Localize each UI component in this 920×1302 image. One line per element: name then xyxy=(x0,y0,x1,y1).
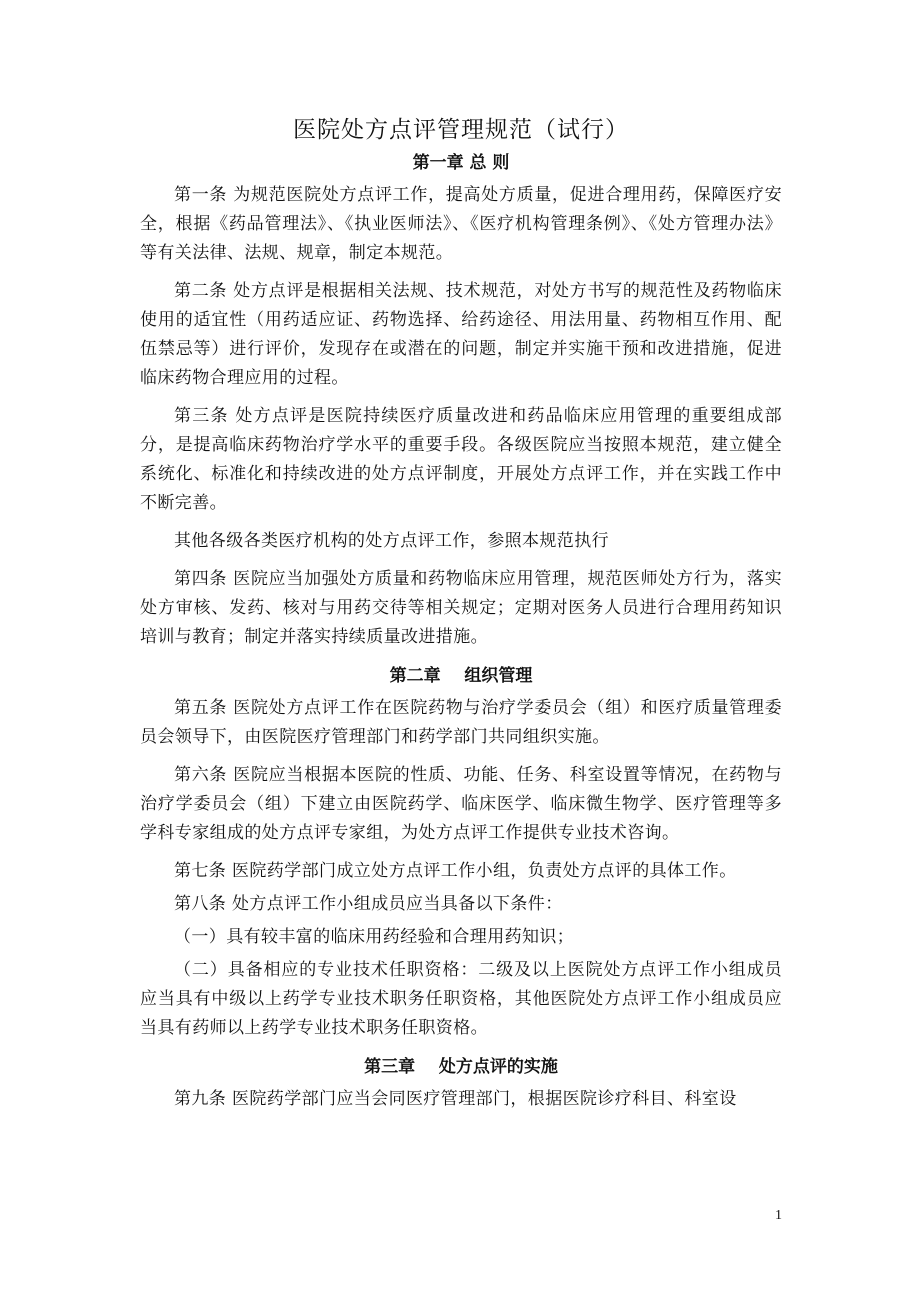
article-7: 第七条 医院药学部门成立处方点评工作小组，负责处方点评的具体工作。 xyxy=(174,861,737,881)
document-body xyxy=(140,112,782,1123)
chapter-1-heading: 第一章 总 则 xyxy=(412,153,510,173)
article-8-item-1: （一）具有较丰富的临床用药经验和合理用药知识； xyxy=(174,927,575,947)
chapter-3-heading: 第三章 处方点评的实施 xyxy=(364,1057,558,1077)
page-number: 1 xyxy=(775,1208,782,1223)
article-9: 第九条 医院药学部门应当会同医疗管理部门，根据医院诊疗科目、科室设 xyxy=(174,1089,737,1109)
article-8-item-2: （二）具备相应的专业技术任职资格：二级及以上医院处方点评工作小组成员应当具有中级以上药学专业技术职务任职资格，其他医院处方点评工作小组成员应当具有药师以上药学专业技术职务任职资格。 xyxy=(140,960,782,1038)
article-3-note: 其他各级各类医疗机构的处方点评工作，参照本规范执行 xyxy=(174,531,609,551)
article-6: 第六条 医院应当根据本医院的性质、功能、任务、科室设置等情况，在药物与治疗学委员会（组）下建立由医院药学、临床医学、临床微生物学、医疗管理等多学科专家组成的处方点评专家组，为处方点评工作提供专业技术咨询。 xyxy=(140,765,782,843)
article-2: 第二条 处方点评是根据相关法规、技术规范，对处方书写的规范性及药物临床使用的适宜性（用药适应证、药物选择、给药途径、用法用量、药物相互作用、配伍禁忌等）进行评价，发现存在或潜在的问题，制定并实施干预和改进措施，促进临床药物合理应用的过程。 xyxy=(140,281,782,388)
article-4: 第四条 医院应当加强处方质量和药物临床应用管理，规范医师处方行为，落实处方审核、发药、核对与用药交待等相关规定；定期对医务人员进行合理用药知识培训与教育；制定并落实持续质量改进措施。 xyxy=(140,569,782,647)
article-5: 第五条 医院处方点评工作在医院药物与治疗学委员会（组）和医疗质量管理委员会领导下，由医院医疗管理部门和药学部门共同组织实施。 xyxy=(140,698,782,747)
article-1: 第一条 为规范医院处方点评工作，提高处方质量，促进合理用药，保障医疗安全，根据《药品管理法》、《执业医师法》、《医疗机构管理条例》、《处方管理办法》等有关法律、法规、规章，制定本规范。 xyxy=(140,185,782,263)
article-8: 第八条 处方点评工作小组成员应当具备以下条件： xyxy=(174,894,563,914)
article-3: 第三条 处方点评是医院持续医疗质量改进和药品临床应用管理的重要组成部分，是提高临床药物治疗学水平的重要手段。各级医院应当按照本规范，建立健全系统化、标准化和持续改进的处方点评制度，开展处方点评工作，并在实践工作中不断完善。 xyxy=(140,406,782,513)
document-title: 医院处方点评管理规范（试行） xyxy=(293,117,629,143)
chapter-2-heading: 第二章 组织管理 xyxy=(389,666,533,686)
